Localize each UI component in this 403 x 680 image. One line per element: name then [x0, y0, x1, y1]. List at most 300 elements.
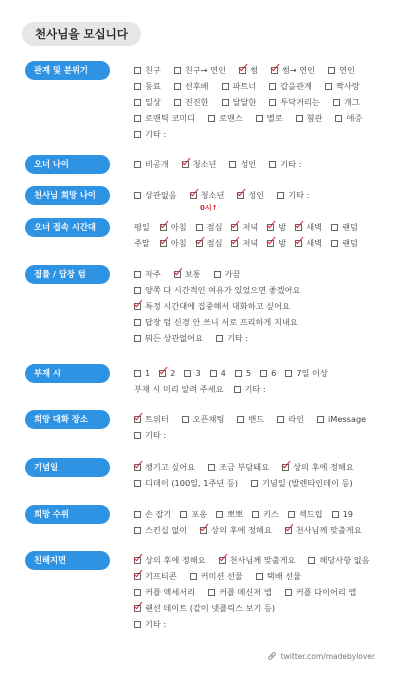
option-label: 기타 : — [145, 129, 167, 140]
checkbox-icon[interactable] — [208, 589, 215, 596]
checkbox-option[interactable] — [182, 414, 225, 425]
checkbox-option[interactable] — [174, 81, 209, 92]
option-label: 4 — [220, 368, 226, 378]
checkbox-option[interactable] — [134, 301, 290, 312]
checkbox-option[interactable] — [333, 97, 360, 108]
section-label: 오너 나이 — [25, 155, 110, 174]
option-label: 뭐든 상관없어요 — [145, 333, 203, 344]
checked-box-icon[interactable] — [267, 240, 274, 247]
option-row — [134, 127, 166, 143]
section-label: 오너 접속 시간대 — [25, 218, 110, 237]
option-row — [134, 331, 248, 347]
checkbox-option[interactable] — [134, 587, 195, 598]
option-label: 상관없음 — [145, 189, 177, 200]
checkbox-icon[interactable] — [296, 115, 303, 122]
option-row — [134, 78, 360, 94]
checkbox-option[interactable] — [214, 269, 241, 280]
option-row — [134, 617, 166, 633]
checkbox-option[interactable] — [285, 525, 362, 536]
option-row — [134, 381, 266, 397]
checked-box-icon[interactable] — [271, 67, 278, 74]
option-label: 스킨십 없이 — [145, 524, 188, 535]
checkbox-icon[interactable] — [134, 511, 141, 518]
option-label: 뽀뽀 — [227, 508, 243, 519]
option-label: 투닥거리는 — [280, 96, 320, 107]
option-row — [134, 584, 356, 600]
checkbox-icon[interactable] — [288, 511, 295, 518]
checkbox-icon[interactable] — [174, 67, 181, 74]
checkbox-icon[interactable] — [134, 115, 141, 122]
option-row — [134, 266, 240, 282]
option-label: 포옹 — [191, 508, 208, 519]
checked-box-icon[interactable] — [237, 192, 244, 199]
option-label: 썸 — [249, 64, 258, 75]
checkbox-option[interactable] — [134, 317, 298, 328]
option-label: 상의 후에 정해요 — [293, 461, 354, 472]
row-prefix: 부재 시 미리 알려 주세요 — [134, 383, 224, 394]
checkbox-icon[interactable] — [269, 83, 276, 90]
checked-box-icon[interactable] — [134, 573, 141, 580]
option-label: 갑을관계 — [280, 80, 312, 91]
option-label: 기타 : — [145, 429, 167, 440]
option-label: 썸→ 연인 — [281, 64, 316, 75]
option-row — [134, 365, 328, 381]
checkbox-option[interactable] — [134, 509, 171, 520]
checkbox-icon[interactable] — [134, 67, 141, 74]
section-label: 기념일 — [25, 458, 110, 477]
checkbox-option[interactable] — [216, 333, 248, 344]
option-label: 멜로 — [266, 113, 283, 124]
checkbox-icon[interactable] — [208, 115, 215, 122]
checkbox-option[interactable] — [174, 97, 209, 108]
checkbox-icon[interactable] — [134, 192, 141, 199]
option-label: 애증 — [346, 113, 363, 124]
option-row — [134, 62, 355, 78]
checkbox-icon[interactable] — [269, 161, 276, 168]
option-label: 친구→ 연인 — [184, 64, 226, 75]
checkbox-option[interactable] — [134, 525, 187, 536]
option-row — [134, 111, 362, 127]
checked-box-icon[interactable] — [134, 303, 141, 310]
checkbox-option[interactable] — [134, 603, 275, 614]
option-label: 기타 : — [288, 189, 310, 200]
checkbox-option[interactable] — [160, 222, 187, 233]
checkbox-icon[interactable] — [174, 99, 181, 106]
option-label: iMessage — [328, 414, 367, 424]
checked-box-icon[interactable] — [160, 224, 167, 231]
checkbox-option[interactable] — [235, 368, 251, 378]
option-row — [134, 459, 354, 475]
checkbox-icon[interactable] — [333, 99, 340, 106]
option-label: 랜덤 — [342, 237, 358, 248]
checkbox-option[interactable] — [134, 430, 166, 441]
option-row — [134, 568, 301, 584]
option-label: 택배 선물 — [266, 570, 302, 581]
checkbox-icon[interactable] — [134, 335, 141, 342]
checkbox-icon[interactable] — [229, 161, 236, 168]
option-label: 양쪽 다 시간적인 여유가 있었으면 좋겠어요 — [145, 284, 301, 295]
option-label: 동료 — [145, 80, 161, 91]
checkbox-option[interactable] — [208, 587, 272, 598]
checkbox-icon[interactable] — [332, 511, 339, 518]
option-label: 일상 — [145, 96, 161, 107]
checkbox-option[interactable] — [174, 65, 226, 76]
option-label: 랜선 데이트 (같이 넷플릭스 보기 등) — [145, 603, 276, 614]
section-label: 부재 시 — [25, 364, 110, 383]
footer — [267, 651, 375, 661]
option-label: 천사님께 맞출게요 — [295, 524, 362, 535]
checkbox-option[interactable] — [252, 509, 279, 520]
checked-box-icon[interactable] — [134, 416, 141, 423]
option-label: 혐관 — [306, 113, 323, 124]
checkbox-icon[interactable] — [234, 386, 241, 393]
checkbox-icon[interactable] — [214, 271, 221, 278]
checkbox-option[interactable] — [288, 509, 323, 520]
checkbox-option[interactable] — [134, 571, 177, 582]
checkbox-option[interactable] — [182, 159, 217, 170]
option-label: 개그 — [343, 96, 360, 107]
checkbox-option[interactable] — [222, 97, 257, 108]
checkbox-option[interactable] — [251, 478, 353, 489]
checkbox-option[interactable] — [331, 238, 358, 249]
checked-box-icon[interactable] — [239, 67, 246, 74]
row-prefix: 주말 — [134, 237, 150, 248]
option-label: 기념일 (발렌타인데이 등) — [262, 477, 353, 488]
option-label: 1 — [145, 368, 151, 378]
option-label: 섹드립 — [298, 508, 323, 519]
option-label: 진진한 — [184, 96, 209, 107]
checkbox-icon[interactable] — [210, 370, 217, 377]
option-label: 로맨스 — [219, 113, 243, 124]
checkbox-option[interactable] — [282, 462, 354, 473]
checkbox-option[interactable] — [269, 159, 301, 170]
checkbox-option[interactable] — [200, 525, 272, 536]
option-label: 파트너 — [232, 80, 257, 91]
option-label: 친구 — [145, 64, 161, 75]
option-label: 해당사항 없음 — [319, 554, 370, 565]
checkbox-option[interactable] — [277, 414, 304, 425]
option-label: 새벽 — [306, 221, 323, 232]
checkbox-icon[interactable] — [208, 464, 215, 471]
checkbox-icon[interactable] — [134, 83, 141, 90]
checkbox-option[interactable] — [134, 478, 238, 489]
option-label: 커플 다이어리 앱 — [295, 586, 357, 597]
checkbox-icon[interactable] — [277, 416, 284, 423]
checkbox-option[interactable] — [210, 368, 226, 378]
checkbox-icon[interactable] — [285, 370, 292, 377]
option-label: 챙기고 싶어요 — [145, 461, 196, 472]
option-row — [134, 475, 353, 491]
checkbox-option[interactable] — [190, 190, 225, 201]
checkbox-icon[interactable] — [277, 192, 284, 199]
option-label: 밴드 — [248, 413, 265, 424]
option-label: 아침 — [170, 221, 187, 232]
checked-box-icon[interactable] — [182, 161, 189, 168]
checkbox-option[interactable] — [277, 190, 309, 201]
checkbox-option[interactable] — [231, 238, 258, 249]
option-label: 상의 후에 정해요 — [145, 554, 206, 565]
option-row — [134, 411, 366, 427]
section-label: 희망 수위 — [25, 505, 110, 524]
checkbox-icon[interactable] — [190, 573, 197, 580]
option-label: 랜덤 — [342, 221, 358, 232]
option-label: 커미션 선물 — [200, 570, 243, 581]
checkbox-option[interactable] — [296, 113, 323, 124]
checked-box-icon[interactable] — [282, 464, 289, 471]
option-label: 비공개 — [145, 158, 169, 169]
checkbox-option[interactable] — [134, 555, 206, 566]
checkbox-option[interactable] — [271, 65, 315, 76]
checkbox-option[interactable] — [256, 571, 301, 582]
checkbox-icon[interactable] — [134, 131, 141, 138]
option-label: 상의 후에 정해요 — [211, 524, 272, 535]
option-label: 기타 : — [226, 333, 249, 344]
checkbox-option[interactable] — [234, 384, 266, 395]
checkbox-icon[interactable] — [317, 416, 324, 423]
row-prefix: 평일 — [134, 221, 150, 232]
checkbox-option[interactable] — [134, 368, 150, 378]
checkbox-option[interactable] — [134, 462, 195, 473]
checkbox-option[interactable] — [222, 81, 257, 92]
checked-box-icon[interactable] — [134, 464, 141, 471]
option-row — [134, 601, 275, 617]
checkbox-option[interactable] — [231, 222, 258, 233]
checked-box-icon[interactable] — [200, 527, 207, 534]
checked-box-icon[interactable] — [231, 240, 238, 247]
checkbox-icon[interactable] — [134, 621, 141, 628]
checkbox-option[interactable] — [328, 65, 355, 76]
checkbox-icon[interactable] — [134, 370, 141, 377]
checkbox-icon[interactable] — [256, 115, 263, 122]
checked-box-icon[interactable] — [285, 527, 292, 534]
checkbox-option[interactable] — [134, 81, 161, 92]
link-icon — [267, 651, 277, 661]
checkbox-icon[interactable] — [180, 511, 187, 518]
checkbox-icon[interactable] — [216, 511, 223, 518]
checkbox-icon[interactable] — [196, 224, 203, 231]
option-label: 커플 액세서리 — [145, 586, 196, 597]
option-row — [134, 522, 362, 538]
checkbox-option[interactable] — [196, 238, 223, 249]
checkbox-icon[interactable] — [252, 511, 259, 518]
checkbox-icon[interactable] — [331, 240, 338, 247]
section-label: 접률 / 답장 텀 — [25, 265, 110, 284]
option-label: 저녁 — [242, 221, 259, 232]
checkbox-icon[interactable] — [174, 83, 181, 90]
section-label: 희망 대화 장소 — [25, 410, 110, 429]
checkbox-option[interactable] — [325, 81, 360, 92]
checkbox-icon[interactable] — [269, 99, 276, 106]
checkbox-icon[interactable] — [222, 83, 229, 90]
option-label: 2 — [170, 368, 176, 378]
checkbox-icon[interactable] — [134, 432, 141, 439]
checkbox-option[interactable] — [219, 555, 296, 566]
option-label: 5 — [245, 368, 252, 378]
checkbox-option[interactable] — [190, 571, 243, 582]
checkbox-option[interactable] — [285, 368, 328, 379]
checkbox-option[interactable] — [332, 509, 353, 519]
footer-link[interactable]: twitter.com/madebylover — [280, 651, 375, 661]
handwritten-note: 0시↑ — [200, 204, 218, 212]
option-label: 연인 — [339, 64, 355, 75]
option-label: 짝사랑 — [335, 80, 360, 91]
checkbox-option[interactable] — [134, 190, 177, 201]
option-row — [134, 94, 360, 110]
checkbox-icon[interactable] — [285, 589, 292, 596]
option-label: 기타 : — [145, 619, 167, 630]
checked-box-icon[interactable] — [295, 224, 302, 231]
checked-box-icon[interactable] — [295, 240, 302, 247]
checkbox-option[interactable] — [134, 65, 161, 76]
checked-box-icon[interactable] — [196, 240, 203, 247]
checkbox-option[interactable] — [134, 333, 203, 344]
option-label: 청소년 — [192, 158, 217, 169]
checkbox-option[interactable] — [134, 269, 161, 280]
option-label: 트위터 — [145, 413, 169, 424]
option-row — [134, 235, 358, 251]
checkbox-option[interactable] — [295, 238, 322, 249]
option-label: 오픈채팅 — [192, 413, 225, 424]
checkbox-option[interactable] — [317, 414, 366, 424]
option-label: 아침 — [170, 237, 187, 248]
option-label: 천사님께 맞출게요 — [229, 554, 296, 565]
checkbox-option[interactable] — [267, 238, 286, 249]
checkbox-option[interactable] — [269, 81, 312, 92]
checked-box-icon[interactable] — [190, 192, 197, 199]
option-label: 답장 텀 신경 안 쓰니 서로 프리하게 지내요 — [145, 317, 298, 328]
option-label: 디데이 (100일, 1주년 등) — [145, 477, 238, 488]
option-label: 손 잡기 — [145, 508, 172, 519]
checkbox-option[interactable] — [134, 113, 195, 124]
checkbox-icon[interactable] — [134, 287, 141, 294]
option-label: 성인 — [240, 158, 257, 169]
checkbox-icon[interactable] — [256, 573, 263, 580]
checkbox-option[interactable] — [134, 129, 166, 140]
checkbox-option[interactable] — [229, 159, 256, 170]
option-label: 기프티콘 — [145, 570, 177, 581]
checkbox-icon[interactable] — [134, 271, 141, 278]
checkbox-icon[interactable] — [335, 115, 342, 122]
checkbox-option[interactable] — [269, 97, 320, 108]
checkbox-option[interactable] — [159, 368, 175, 378]
checkbox-icon[interactable] — [134, 589, 141, 596]
checkbox-option[interactable] — [208, 462, 269, 473]
checked-box-icon[interactable] — [159, 370, 166, 377]
checkbox-option[interactable] — [134, 159, 169, 170]
checkbox-option[interactable] — [256, 113, 283, 124]
checkbox-icon[interactable] — [237, 416, 244, 423]
checkbox-icon[interactable] — [222, 99, 229, 106]
checkbox-icon[interactable] — [331, 224, 338, 231]
option-label: 3 — [195, 368, 201, 378]
checked-box-icon[interactable] — [219, 557, 226, 564]
checked-box-icon[interactable] — [231, 224, 238, 231]
checkbox-option[interactable] — [134, 619, 166, 630]
option-label: 6 — [271, 368, 277, 378]
option-label: 19 — [342, 509, 353, 519]
checkbox-option[interactable] — [308, 555, 369, 566]
checkbox-option[interactable] — [295, 222, 322, 233]
checked-box-icon[interactable] — [134, 605, 141, 612]
option-label: 자주 — [145, 268, 161, 279]
checkbox-icon[interactable] — [182, 416, 189, 423]
option-label: 라인 — [288, 413, 305, 424]
option-label: 가끔 — [224, 268, 241, 279]
section-label: 천사님 희망 나이 — [25, 186, 110, 205]
option-label: 기타 : — [244, 383, 266, 394]
option-label: 선후배 — [184, 80, 209, 91]
option-label: 밤 — [278, 221, 287, 232]
option-label: 달달한 — [232, 96, 257, 107]
option-row — [134, 427, 166, 443]
option-row — [134, 298, 290, 314]
checkbox-icon[interactable] — [325, 83, 332, 90]
checkbox-option[interactable] — [184, 368, 200, 378]
checkbox-option[interactable] — [239, 65, 258, 76]
checkbox-icon[interactable] — [134, 480, 141, 487]
checkbox-option[interactable] — [180, 509, 207, 520]
checkbox-option[interactable] — [267, 222, 286, 233]
checked-box-icon[interactable] — [134, 557, 141, 564]
checkbox-option[interactable] — [335, 113, 362, 124]
option-row — [134, 187, 309, 203]
option-label: 보통 — [184, 268, 201, 279]
checkbox-icon[interactable] — [235, 370, 242, 377]
checkbox-option[interactable] — [216, 509, 243, 520]
option-label: 점심 — [206, 237, 223, 248]
option-label: 조금 부담돼요 — [219, 461, 270, 472]
checkbox-option[interactable] — [237, 190, 264, 201]
option-label: 키스 — [263, 508, 279, 519]
option-row — [134, 219, 358, 235]
option-label: 성인 — [248, 189, 265, 200]
option-label: 기타 : — [280, 158, 302, 169]
checkbox-option[interactable] — [196, 222, 223, 233]
checkbox-option[interactable] — [134, 285, 300, 296]
checkbox-icon[interactable] — [134, 319, 141, 326]
checkbox-option[interactable] — [260, 368, 276, 378]
checked-box-icon[interactable] — [174, 271, 181, 278]
checkbox-icon[interactable] — [184, 370, 191, 377]
option-label: 새벽 — [306, 237, 323, 248]
checkbox-icon[interactable] — [251, 480, 258, 487]
option-row — [134, 552, 370, 568]
checkbox-icon[interactable] — [328, 67, 335, 74]
checkbox-icon[interactable] — [260, 370, 267, 377]
option-label: 7일 이상 — [296, 367, 328, 378]
checkbox-option[interactable] — [331, 222, 358, 233]
checkbox-option[interactable] — [134, 97, 161, 108]
checkbox-option[interactable] — [174, 269, 201, 280]
option-label: 특정 시간대에 집중해서 대화하고 싶어요 — [145, 300, 290, 311]
section-label: 친해지면 — [25, 551, 110, 570]
checkbox-option[interactable] — [134, 414, 169, 425]
checkbox-option[interactable] — [208, 113, 243, 124]
checkbox-icon[interactable] — [134, 99, 141, 106]
checkbox-icon[interactable] — [308, 557, 315, 564]
option-label: 로맨틱 코미디 — [145, 113, 196, 124]
checkbox-option[interactable] — [285, 587, 357, 598]
checkbox-option[interactable] — [160, 238, 187, 249]
checked-box-icon[interactable] — [160, 240, 167, 247]
checkbox-icon[interactable] — [134, 161, 141, 168]
option-label: 밤 — [278, 237, 287, 248]
checkbox-option[interactable] — [237, 414, 264, 425]
page-title: 천사님을 모십니다 — [22, 22, 141, 46]
checked-box-icon[interactable] — [267, 224, 274, 231]
checkbox-icon[interactable] — [134, 527, 141, 534]
checkbox-icon[interactable] — [216, 335, 223, 342]
